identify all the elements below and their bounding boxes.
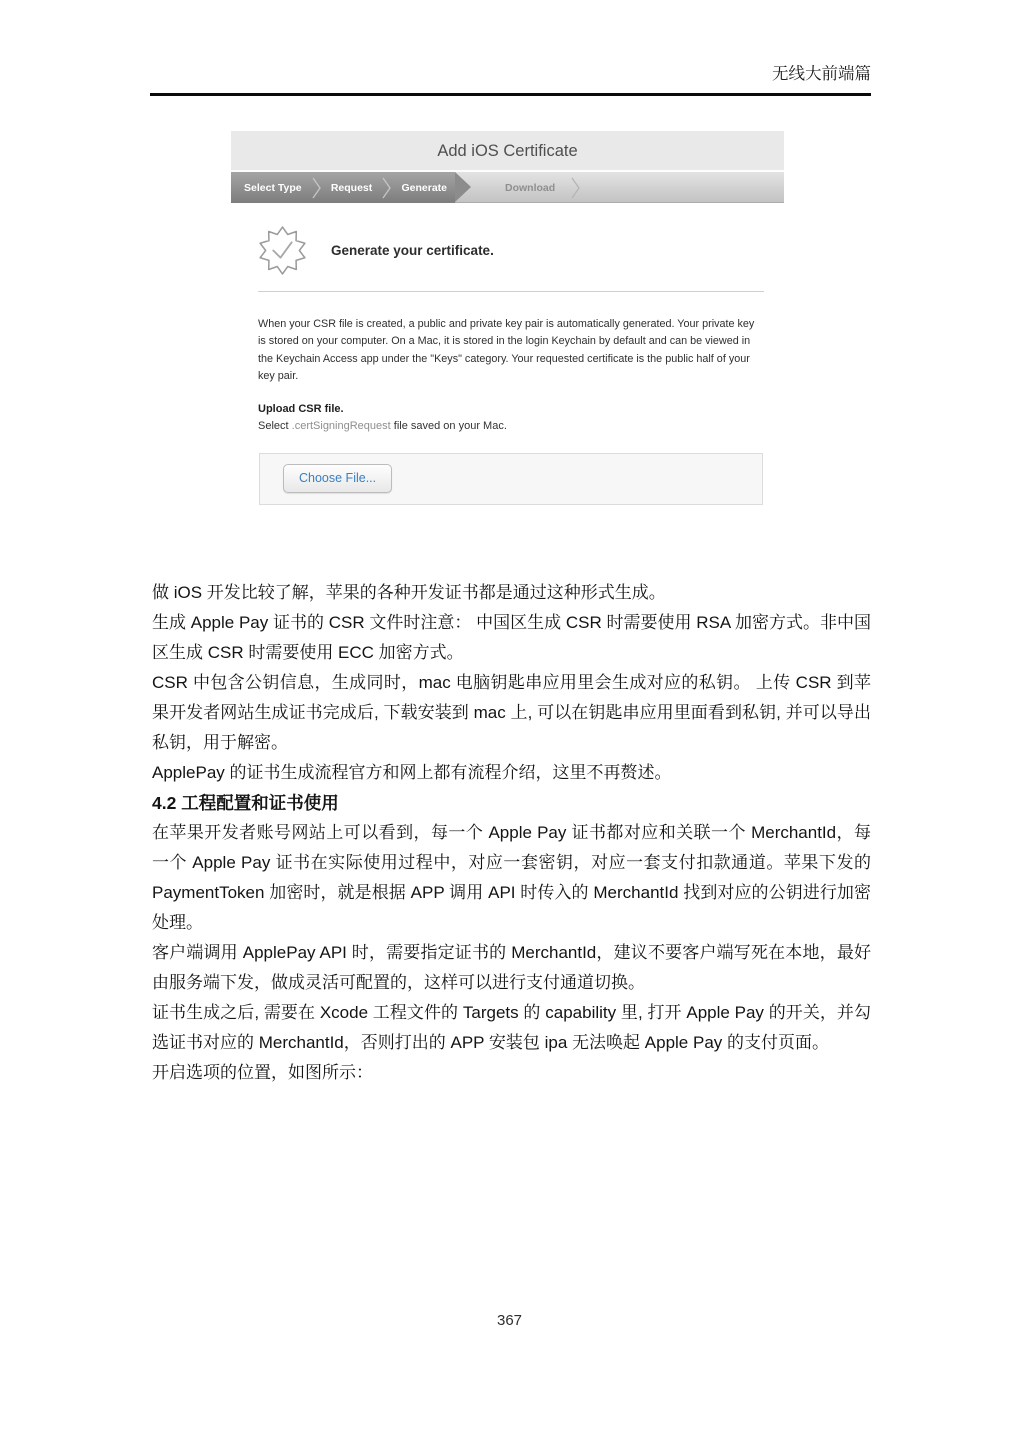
paragraph: ApplePay 的证书生成流程官方和网上都有流程介绍，这里不再赘述。 [152,763,672,782]
steps-completed-segment [231,172,455,203]
article-body [152,578,871,1088]
steps-upcoming-segment [455,172,580,203]
paragraph: 生成 Apple Pay 证书的 CSR 文件时注意： 中国区生成 CSR 时需要使用 RSA 加密方式。非中国区生成 CSR 时需要使用 ECC 加密方式。 [152,613,871,662]
step-download: Download [505,181,556,194]
step-select-type: Select Type [244,181,302,194]
screenshot-title: Add iOS Certificate [231,131,784,172]
chevron-right-icon [382,177,391,199]
step-request: Request [330,181,373,194]
choose-file-button[interactable]: Choose File... [283,464,392,493]
chevron-right-icon [312,177,321,199]
paragraph: CSR 中包含公钥信息，生成同时，mac 电脑钥匙串应用里会生成对应的私钥。 上传 CSR 到苹果开发者网站生成证书完成后, 下载安装到 mac 上, 可以在钥匙串应用里面看到私钥, 并可以导出私钥，用于解密。 [152,673,871,752]
page-number: 367 [496,1312,523,1329]
running-head: 无线大前端篇 [772,65,871,83]
paragraph: 证书生成之后, 需要在 Xcode 工程文件的 Targets 的 capability 里, 打开 Apple Pay 的开关，并勾选证书对应的 MerchantId，否则打出的 APP 安装包 ipa 无法唤起 Apple Pay 的支付页面。 [152,1003,871,1052]
hint-prefix: Select [258,419,292,432]
paragraph: 开启选项的位置，如图所示： [152,1063,373,1082]
generate-certificate-heading: Generate your certificate. [331,242,494,258]
file-upload-box [259,453,763,505]
page-header [150,60,871,96]
step-progress-bar [231,172,784,203]
certificate-heading-row [258,222,784,278]
csr-description-paragraph: When your CSR file is created, a public and private key pair is automatically generated. Your private key is stored on your computer. On a Mac, it is stored in the login Keychain by default and can be viewed in the Keychain Access app under the "Keys" category. Your requested certificate is the public half of your key pair. [258,318,755,383]
upload-csr-title: Upload CSR file. [258,402,344,415]
paragraph: 在苹果开发者账号网站上可以看到，每一个 Apple Pay 证书都对应和关联一个 MerchantId，每一个 Apple Pay 证书在实际使用过程中，对应一套密钥，对应一套支付扣款通道。苹果下发的 PaymentToken 加密时，就是根据 APP 调用 API 时传入的 MerchantId 找到对应的公钥进行加密处理。 [152,823,871,932]
hint-suffix: file saved on your Mac. [390,419,507,432]
screenshot-content [231,222,784,505]
section-divider [258,291,764,292]
section-heading: 4.2 工程配置和证书使用 [152,793,339,813]
paragraph: 做 iOS 开发比较了解，苹果的各种开发证书都是通过这种形式生成。 [152,583,666,602]
certificate-seal-icon [258,226,307,275]
chevron-right-icon [571,177,580,199]
hint-filename: .certSigningRequest [291,419,391,432]
add-ios-certificate-screenshot [231,131,784,505]
upload-csr-hint [258,420,784,432]
step-generate: Generate [401,181,447,194]
paragraph: 客户端调用 ApplePay API 时，需要指定证书的 MerchantId，建议不要客户端写死在本地，最好由服务端下发，做成灵活可配置的，这样可以进行支付通道切换。 [152,943,871,992]
